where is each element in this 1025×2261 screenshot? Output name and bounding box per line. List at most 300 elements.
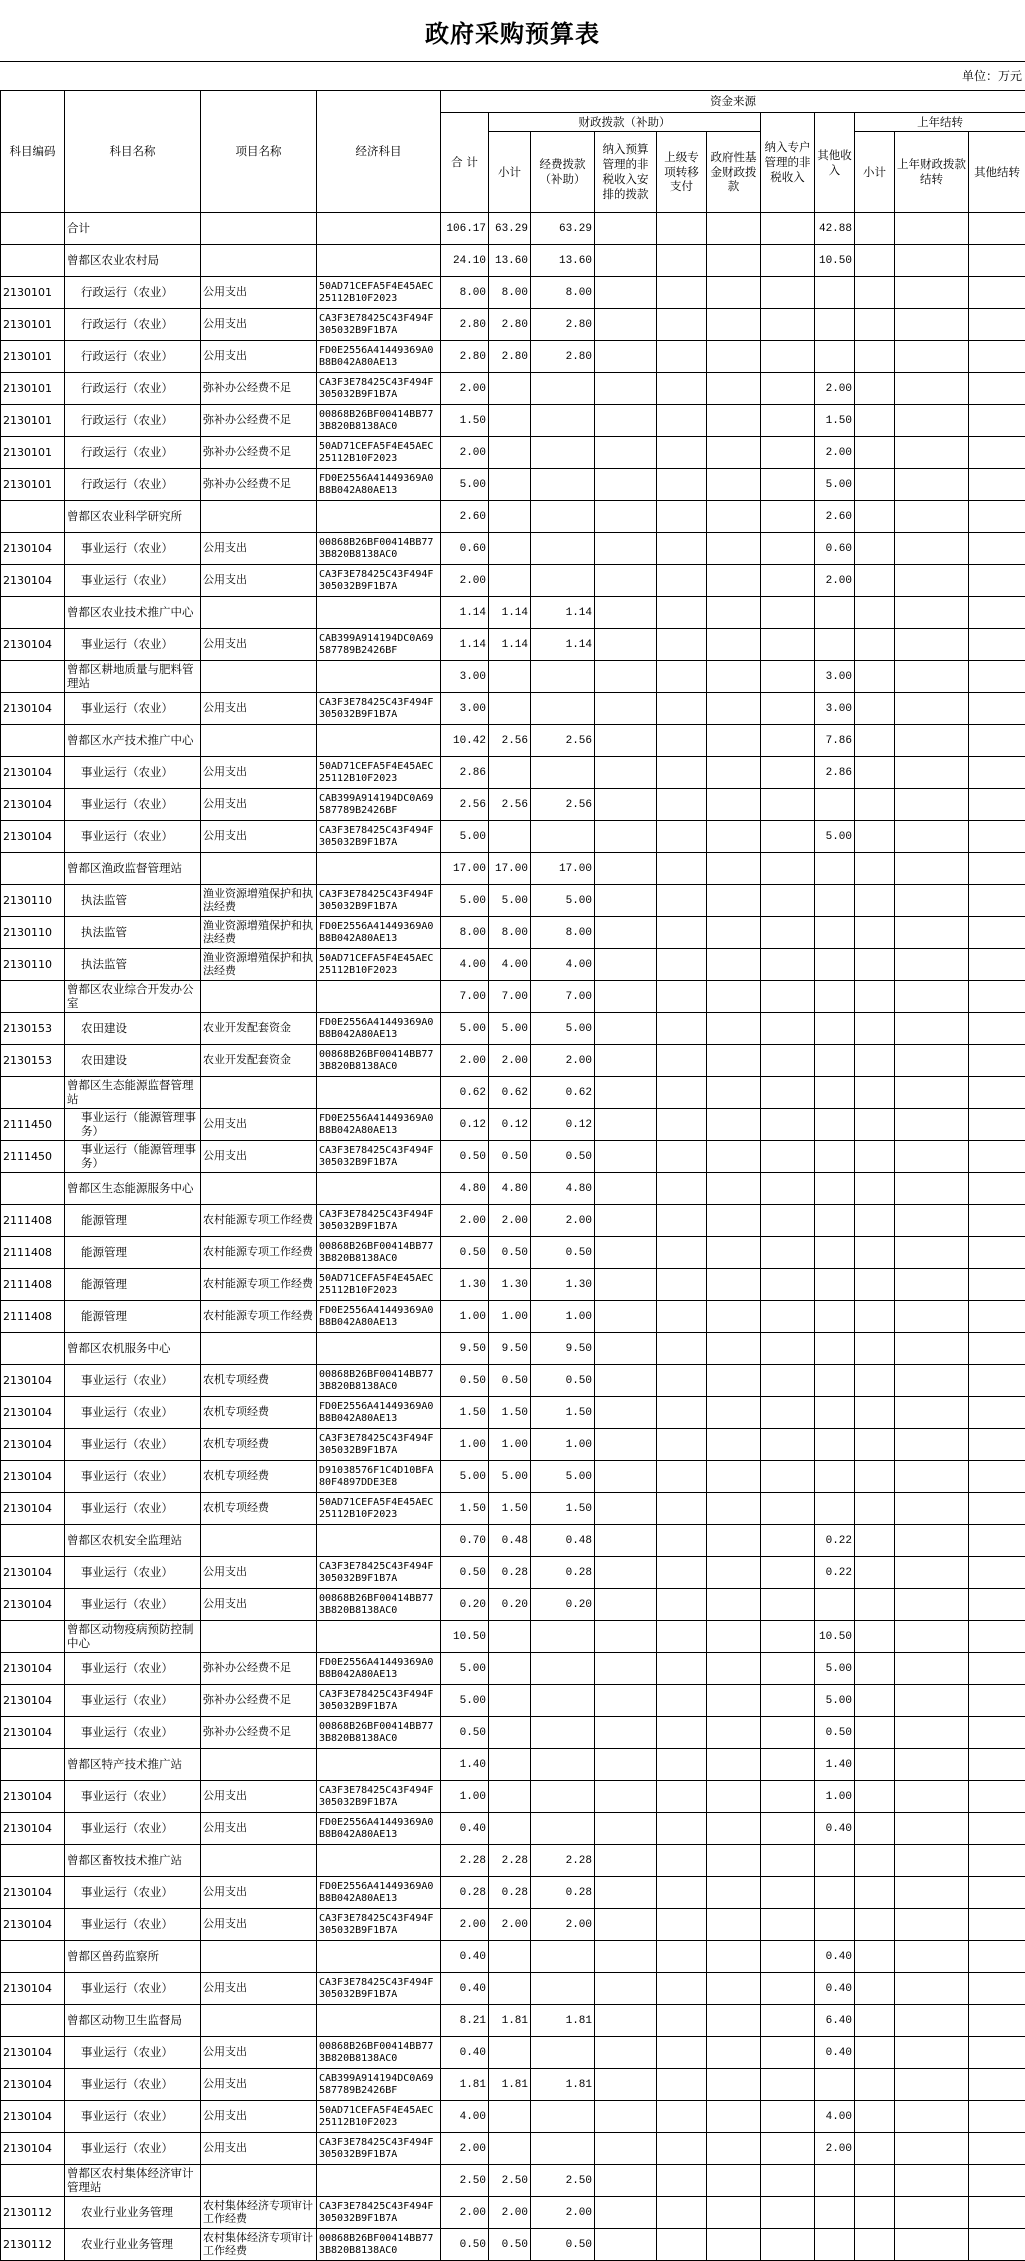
cell-ly-subtotal xyxy=(855,1941,895,1973)
cell-special-account xyxy=(761,2133,815,2165)
cell-expense xyxy=(531,2037,595,2069)
cell-ly-other xyxy=(969,1045,1025,1077)
cell-code: 2130101 xyxy=(1,277,65,309)
cell-project xyxy=(201,725,317,757)
cell-upper-transfer xyxy=(657,1237,707,1269)
cell-budget-mgmt xyxy=(595,565,657,597)
cell-code: 2130104 xyxy=(1,1781,65,1813)
cell-code: 2130104 xyxy=(1,1493,65,1525)
cell-ly-fiscal xyxy=(895,469,969,501)
cell-upper-transfer xyxy=(657,725,707,757)
cell-gov-fund xyxy=(707,1621,761,1653)
cell-total: 7.00 xyxy=(441,981,489,1013)
cell-gov-fund xyxy=(707,1845,761,1877)
cell-econ: 00868B26BF00414BB773B820B8138AC0 xyxy=(317,2229,441,2261)
cell-gov-fund xyxy=(707,1013,761,1045)
cell-upper-transfer xyxy=(657,1845,707,1877)
cell-other-income xyxy=(815,1205,855,1237)
cell-expense xyxy=(531,1621,595,1653)
cell-subject: 事业运行（农业） xyxy=(65,821,201,853)
cell-total: 1.81 xyxy=(441,2069,489,2101)
cell-code: 2130104 xyxy=(1,1973,65,2005)
cell-other-income: 5.00 xyxy=(815,1685,855,1717)
cell-total: 3.00 xyxy=(441,661,489,693)
cell-econ xyxy=(317,2005,441,2037)
cell-total: 0.50 xyxy=(441,1365,489,1397)
cell-subtotal: 2.00 xyxy=(489,1045,531,1077)
cell-upper-transfer xyxy=(657,2197,707,2229)
cell-project xyxy=(201,501,317,533)
cell-econ xyxy=(317,981,441,1013)
cell-upper-transfer xyxy=(657,437,707,469)
cell-subject: 事业运行（农业） xyxy=(65,1781,201,1813)
cell-upper-transfer xyxy=(657,277,707,309)
cell-subtotal: 2.80 xyxy=(489,309,531,341)
cell-expense: 63.29 xyxy=(531,213,595,245)
cell-total: 8.00 xyxy=(441,277,489,309)
cell-code xyxy=(1,1941,65,1973)
header-ly-fiscal: 上年财政拨款结转 xyxy=(895,132,969,213)
cell-ly-fiscal xyxy=(895,501,969,533)
cell-ly-other xyxy=(969,629,1025,661)
cell-budget-mgmt xyxy=(595,1877,657,1909)
cell-expense: 0.48 xyxy=(531,1525,595,1557)
cell-ly-other xyxy=(969,1237,1025,1269)
cell-other-income xyxy=(815,1909,855,1941)
cell-other-income: 3.00 xyxy=(815,661,855,693)
cell-special-account xyxy=(761,1653,815,1685)
cell-upper-transfer xyxy=(657,1269,707,1301)
group-row xyxy=(1,1077,1025,1109)
cell-budget-mgmt xyxy=(595,501,657,533)
cell-upper-transfer xyxy=(657,1493,707,1525)
cell-subtotal: 1.50 xyxy=(489,1493,531,1525)
table-row xyxy=(1,405,1025,437)
cell-code: 2130104 xyxy=(1,2101,65,2133)
cell-total: 2.60 xyxy=(441,501,489,533)
cell-expense: 1.30 xyxy=(531,1269,595,1301)
cell-econ: 00868B26BF00414BB773B820B8138AC0 xyxy=(317,405,441,437)
table-row xyxy=(1,1653,1025,1685)
cell-ly-subtotal xyxy=(855,821,895,853)
cell-upper-transfer xyxy=(657,2069,707,2101)
cell-ly-other xyxy=(969,981,1025,1013)
cell-subject: 曾都区动物疫病预防控制中心 xyxy=(65,1621,201,1653)
cell-ly-other xyxy=(969,565,1025,597)
cell-code: 2130104 xyxy=(1,1877,65,1909)
cell-ly-subtotal xyxy=(855,1653,895,1685)
cell-project xyxy=(201,597,317,629)
cell-project xyxy=(201,1845,317,1877)
cell-total: 3.00 xyxy=(441,693,489,725)
cell-project: 公用支出 xyxy=(201,2133,317,2165)
cell-ly-fiscal xyxy=(895,2037,969,2069)
cell-total: 10.50 xyxy=(441,1621,489,1653)
cell-subject: 曾都区渔政监督管理站 xyxy=(65,853,201,885)
cell-other-income: 2.00 xyxy=(815,373,855,405)
cell-total: 2.28 xyxy=(441,1845,489,1877)
cell-budget-mgmt xyxy=(595,1205,657,1237)
cell-expense: 1.50 xyxy=(531,1397,595,1429)
cell-total: 2.80 xyxy=(441,309,489,341)
cell-gov-fund xyxy=(707,1877,761,1909)
cell-ly-fiscal xyxy=(895,1589,969,1621)
cell-ly-other xyxy=(969,1589,1025,1621)
cell-ly-subtotal xyxy=(855,1749,895,1781)
cell-project: 农机专项经费 xyxy=(201,1429,317,1461)
cell-special-account xyxy=(761,341,815,373)
cell-total: 2.00 xyxy=(441,1909,489,1941)
cell-budget-mgmt xyxy=(595,213,657,245)
cell-subject: 农田建设 xyxy=(65,1045,201,1077)
cell-upper-transfer xyxy=(657,1941,707,1973)
cell-ly-subtotal xyxy=(855,1717,895,1749)
cell-expense: 0.62 xyxy=(531,1077,595,1109)
cell-ly-subtotal xyxy=(855,373,895,405)
cell-econ: D91038576F1C4D10BFA80F4897DDE3E8 xyxy=(317,1461,441,1493)
cell-ly-fiscal xyxy=(895,1045,969,1077)
cell-subtotal: 0.48 xyxy=(489,1525,531,1557)
cell-expense xyxy=(531,405,595,437)
cell-code xyxy=(1,501,65,533)
cell-total: 0.50 xyxy=(441,1237,489,1269)
cell-budget-mgmt xyxy=(595,2005,657,2037)
cell-code xyxy=(1,981,65,1013)
cell-ly-subtotal xyxy=(855,2101,895,2133)
cell-econ: CA3F3E78425C43F494F305032B9F1B7A xyxy=(317,1429,441,1461)
cell-ly-subtotal xyxy=(855,1397,895,1429)
cell-expense: 1.14 xyxy=(531,597,595,629)
table-row xyxy=(1,2037,1025,2069)
cell-other-income: 0.22 xyxy=(815,1557,855,1589)
total-row xyxy=(1,213,1025,245)
header-fiscal: 财政拨款（补助） xyxy=(489,113,761,132)
cell-total: 0.62 xyxy=(441,1077,489,1109)
cell-gov-fund xyxy=(707,1397,761,1429)
cell-ly-subtotal xyxy=(855,949,895,981)
cell-special-account xyxy=(761,405,815,437)
cell-ly-subtotal xyxy=(855,1205,895,1237)
cell-subject: 曾都区农村集体经济审计管理站 xyxy=(65,2165,201,2197)
cell-subtotal: 0.28 xyxy=(489,1557,531,1589)
cell-other-income: 2.00 xyxy=(815,2133,855,2165)
cell-project: 弥补办公经费不足 xyxy=(201,405,317,437)
cell-ly-subtotal xyxy=(855,1333,895,1365)
cell-ly-other xyxy=(969,1365,1025,1397)
cell-gov-fund xyxy=(707,1557,761,1589)
cell-budget-mgmt xyxy=(595,661,657,693)
cell-upper-transfer xyxy=(657,1365,707,1397)
cell-subtotal: 0.50 xyxy=(489,1141,531,1173)
cell-expense: 2.56 xyxy=(531,725,595,757)
header-special-account: 纳入专户管理的非税收入 xyxy=(761,113,815,213)
cell-ly-fiscal xyxy=(895,2229,969,2261)
cell-project: 弥补办公经费不足 xyxy=(201,373,317,405)
cell-code: 2130104 xyxy=(1,533,65,565)
cell-econ xyxy=(317,245,441,277)
cell-special-account xyxy=(761,1397,815,1429)
cell-budget-mgmt xyxy=(595,949,657,981)
cell-project: 农机专项经费 xyxy=(201,1365,317,1397)
cell-upper-transfer xyxy=(657,309,707,341)
header-code: 科目编码 xyxy=(1,91,65,213)
cell-gov-fund xyxy=(707,821,761,853)
cell-ly-subtotal xyxy=(855,2133,895,2165)
header-project: 项目名称 xyxy=(201,91,317,213)
cell-special-account xyxy=(761,213,815,245)
cell-total: 5.00 xyxy=(441,469,489,501)
cell-econ xyxy=(317,1333,441,1365)
cell-total: 2.00 xyxy=(441,373,489,405)
cell-ly-fiscal xyxy=(895,1109,969,1141)
cell-special-account xyxy=(761,1365,815,1397)
table-row xyxy=(1,1557,1025,1589)
cell-code xyxy=(1,1749,65,1781)
cell-econ: CA3F3E78425C43F494F305032B9F1B7A xyxy=(317,373,441,405)
cell-ly-other xyxy=(969,437,1025,469)
cell-other-income xyxy=(815,917,855,949)
cell-code: 2130104 xyxy=(1,565,65,597)
cell-code: 2130101 xyxy=(1,373,65,405)
cell-other-income: 42.88 xyxy=(815,213,855,245)
cell-total: 0.50 xyxy=(441,1141,489,1173)
cell-expense xyxy=(531,2101,595,2133)
cell-ly-fiscal xyxy=(895,2101,969,2133)
cell-upper-transfer xyxy=(657,885,707,917)
cell-budget-mgmt xyxy=(595,2165,657,2197)
cell-subtotal: 4.80 xyxy=(489,1173,531,1205)
cell-budget-mgmt xyxy=(595,1493,657,1525)
cell-upper-transfer xyxy=(657,661,707,693)
cell-subject: 行政运行（农业） xyxy=(65,277,201,309)
table-row xyxy=(1,437,1025,469)
cell-expense: 2.80 xyxy=(531,341,595,373)
cell-project: 农机专项经费 xyxy=(201,1493,317,1525)
cell-budget-mgmt xyxy=(595,1397,657,1429)
table-row xyxy=(1,1461,1025,1493)
cell-ly-fiscal xyxy=(895,1845,969,1877)
cell-econ xyxy=(317,661,441,693)
cell-upper-transfer xyxy=(657,213,707,245)
cell-subject: 能源管理 xyxy=(65,1205,201,1237)
cell-subject: 曾都区水产技术推广中心 xyxy=(65,725,201,757)
cell-subtotal xyxy=(489,821,531,853)
cell-gov-fund xyxy=(707,341,761,373)
cell-ly-fiscal xyxy=(895,1141,969,1173)
cell-total: 17.00 xyxy=(441,853,489,885)
cell-code: 2111450 xyxy=(1,1141,65,1173)
table-row xyxy=(1,2197,1025,2229)
cell-gov-fund xyxy=(707,981,761,1013)
cell-subtotal: 2.28 xyxy=(489,1845,531,1877)
cell-subtotal xyxy=(489,2133,531,2165)
cell-ly-subtotal xyxy=(855,1493,895,1525)
cell-total: 0.40 xyxy=(441,1973,489,2005)
cell-expense xyxy=(531,373,595,405)
cell-subject: 事业运行（能源管理事务） xyxy=(65,1141,201,1173)
cell-code: 2130104 xyxy=(1,1909,65,1941)
cell-other-income xyxy=(815,1109,855,1141)
cell-special-account xyxy=(761,1909,815,1941)
cell-gov-fund xyxy=(707,1461,761,1493)
cell-subtotal xyxy=(489,693,531,725)
cell-budget-mgmt xyxy=(595,469,657,501)
cell-total: 24.10 xyxy=(441,245,489,277)
cell-ly-fiscal xyxy=(895,2133,969,2165)
cell-other-income xyxy=(815,1461,855,1493)
cell-ly-other xyxy=(969,597,1025,629)
cell-ly-other xyxy=(969,2229,1025,2261)
cell-ly-subtotal xyxy=(855,1173,895,1205)
cell-gov-fund xyxy=(707,1781,761,1813)
cell-ly-fiscal xyxy=(895,533,969,565)
cell-ly-other xyxy=(969,725,1025,757)
cell-subtotal xyxy=(489,1941,531,1973)
cell-expense: 1.14 xyxy=(531,629,595,661)
cell-econ: CA3F3E78425C43F494F305032B9F1B7A xyxy=(317,565,441,597)
cell-upper-transfer xyxy=(657,757,707,789)
cell-total: 4.00 xyxy=(441,949,489,981)
cell-subtotal xyxy=(489,565,531,597)
cell-budget-mgmt xyxy=(595,1301,657,1333)
cell-ly-fiscal xyxy=(895,2197,969,2229)
cell-code: 2130101 xyxy=(1,437,65,469)
cell-ly-fiscal xyxy=(895,917,969,949)
cell-special-account xyxy=(761,853,815,885)
cell-econ: CAB399A914194DC0A69587789B2426BF xyxy=(317,2069,441,2101)
cell-ly-fiscal xyxy=(895,661,969,693)
cell-project: 弥补办公经费不足 xyxy=(201,437,317,469)
cell-upper-transfer xyxy=(657,245,707,277)
cell-expense: 4.80 xyxy=(531,1173,595,1205)
cell-expense: 4.00 xyxy=(531,949,595,981)
cell-special-account xyxy=(761,1685,815,1717)
cell-special-account xyxy=(761,2005,815,2037)
cell-code xyxy=(1,245,65,277)
table-row xyxy=(1,2101,1025,2133)
cell-ly-fiscal xyxy=(895,1365,969,1397)
cell-upper-transfer xyxy=(657,1013,707,1045)
cell-ly-other xyxy=(969,1557,1025,1589)
cell-budget-mgmt xyxy=(595,1269,657,1301)
cell-code: 2130104 xyxy=(1,2037,65,2069)
cell-budget-mgmt xyxy=(595,1429,657,1461)
table-row xyxy=(1,277,1025,309)
cell-econ: CA3F3E78425C43F494F305032B9F1B7A xyxy=(317,885,441,917)
cell-upper-transfer xyxy=(657,2005,707,2037)
cell-ly-fiscal xyxy=(895,1621,969,1653)
cell-expense: 5.00 xyxy=(531,1013,595,1045)
cell-budget-mgmt xyxy=(595,1045,657,1077)
cell-ly-subtotal xyxy=(855,1621,895,1653)
cell-expense xyxy=(531,501,595,533)
cell-code: 2130104 xyxy=(1,1557,65,1589)
cell-subject: 事业运行（农业） xyxy=(65,1653,201,1685)
cell-ly-other xyxy=(969,1109,1025,1141)
cell-other-income: 10.50 xyxy=(815,245,855,277)
cell-subtotal xyxy=(489,1781,531,1813)
cell-gov-fund xyxy=(707,1109,761,1141)
cell-budget-mgmt xyxy=(595,341,657,373)
cell-expense: 2.50 xyxy=(531,2165,595,2197)
cell-subject: 执法监管 xyxy=(65,917,201,949)
cell-ly-other xyxy=(969,277,1025,309)
table-row xyxy=(1,1973,1025,2005)
cell-special-account xyxy=(761,757,815,789)
cell-subject: 事业运行（农业） xyxy=(65,629,201,661)
cell-ly-other xyxy=(969,213,1025,245)
cell-project: 公用支出 xyxy=(201,533,317,565)
cell-ly-fiscal xyxy=(895,853,969,885)
cell-total: 0.50 xyxy=(441,2229,489,2261)
cell-ly-fiscal xyxy=(895,1653,969,1685)
cell-budget-mgmt xyxy=(595,1077,657,1109)
table-row xyxy=(1,1237,1025,1269)
cell-budget-mgmt xyxy=(595,437,657,469)
cell-ly-subtotal xyxy=(855,437,895,469)
group-row xyxy=(1,1173,1025,1205)
cell-upper-transfer xyxy=(657,1621,707,1653)
cell-expense: 0.12 xyxy=(531,1109,595,1141)
cell-project: 农业开发配套资金 xyxy=(201,1013,317,1045)
cell-ly-fiscal xyxy=(895,373,969,405)
cell-expense xyxy=(531,1941,595,1973)
cell-subject: 合计 xyxy=(65,213,201,245)
cell-project: 公用支出 xyxy=(201,1141,317,1173)
cell-ly-fiscal xyxy=(895,1685,969,1717)
cell-ly-subtotal xyxy=(855,2005,895,2037)
cell-code: 2130104 xyxy=(1,2069,65,2101)
cell-other-income xyxy=(815,1877,855,1909)
cell-ly-other xyxy=(969,1845,1025,1877)
cell-expense: 2.00 xyxy=(531,1045,595,1077)
cell-subtotal xyxy=(489,661,531,693)
cell-gov-fund xyxy=(707,1045,761,1077)
cell-econ: 50AD71CEFA5F4E45AEC25112B10F2023 xyxy=(317,437,441,469)
cell-project xyxy=(201,213,317,245)
cell-code xyxy=(1,1621,65,1653)
cell-special-account xyxy=(761,1237,815,1269)
cell-total: 1.50 xyxy=(441,1397,489,1429)
cell-ly-subtotal xyxy=(855,1557,895,1589)
cell-special-account xyxy=(761,565,815,597)
cell-project: 农业开发配套资金 xyxy=(201,1045,317,1077)
cell-budget-mgmt xyxy=(595,725,657,757)
cell-total: 5.00 xyxy=(441,1653,489,1685)
cell-project: 弥补办公经费不足 xyxy=(201,1685,317,1717)
cell-special-account xyxy=(761,949,815,981)
cell-subject: 曾都区动物卫生监督局 xyxy=(65,2005,201,2037)
cell-ly-subtotal xyxy=(855,597,895,629)
cell-expense: 5.00 xyxy=(531,1461,595,1493)
table-row xyxy=(1,789,1025,821)
cell-other-income xyxy=(815,1237,855,1269)
cell-econ: CA3F3E78425C43F494F305032B9F1B7A xyxy=(317,821,441,853)
cell-project: 弥补办公经费不足 xyxy=(201,1653,317,1685)
cell-gov-fund xyxy=(707,1077,761,1109)
cell-other-income xyxy=(815,2197,855,2229)
cell-subject: 事业运行（农业） xyxy=(65,757,201,789)
cell-code: 2130110 xyxy=(1,917,65,949)
cell-gov-fund xyxy=(707,1301,761,1333)
cell-econ: 00868B26BF00414BB773B820B8138AC0 xyxy=(317,1365,441,1397)
table-row xyxy=(1,1429,1025,1461)
cell-ly-other xyxy=(969,1397,1025,1429)
cell-ly-other xyxy=(969,1173,1025,1205)
cell-project: 公用支出 xyxy=(201,1781,317,1813)
cell-total: 8.00 xyxy=(441,917,489,949)
table-row xyxy=(1,757,1025,789)
